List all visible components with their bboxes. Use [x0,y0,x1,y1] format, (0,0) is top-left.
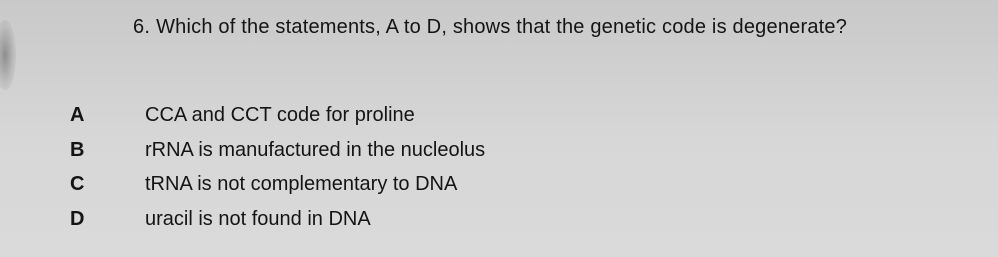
option-c[interactable] [70,173,457,196]
question-text: Which of the statements, A to D, shows that the genetic code is degenerate? [156,16,848,38]
option-text: uracil is not found in DNA [145,208,371,230]
option-text: tRNA is not complementary to DNA [145,173,458,195]
option-d[interactable] [70,208,371,231]
option-letter: D [70,208,85,230]
option-a[interactable] [70,104,415,127]
option-b[interactable] [70,139,485,162]
question-stem [133,16,847,39]
question-number: 6. [133,16,151,38]
option-letter: A [70,104,85,126]
page-edge-shadow [0,20,16,90]
option-text: CCA and CCT code for proline [145,104,415,126]
option-text: rRNA is manufactured in the nucleolus [145,139,486,161]
option-letter: C [70,173,85,195]
option-letter: B [70,139,85,161]
